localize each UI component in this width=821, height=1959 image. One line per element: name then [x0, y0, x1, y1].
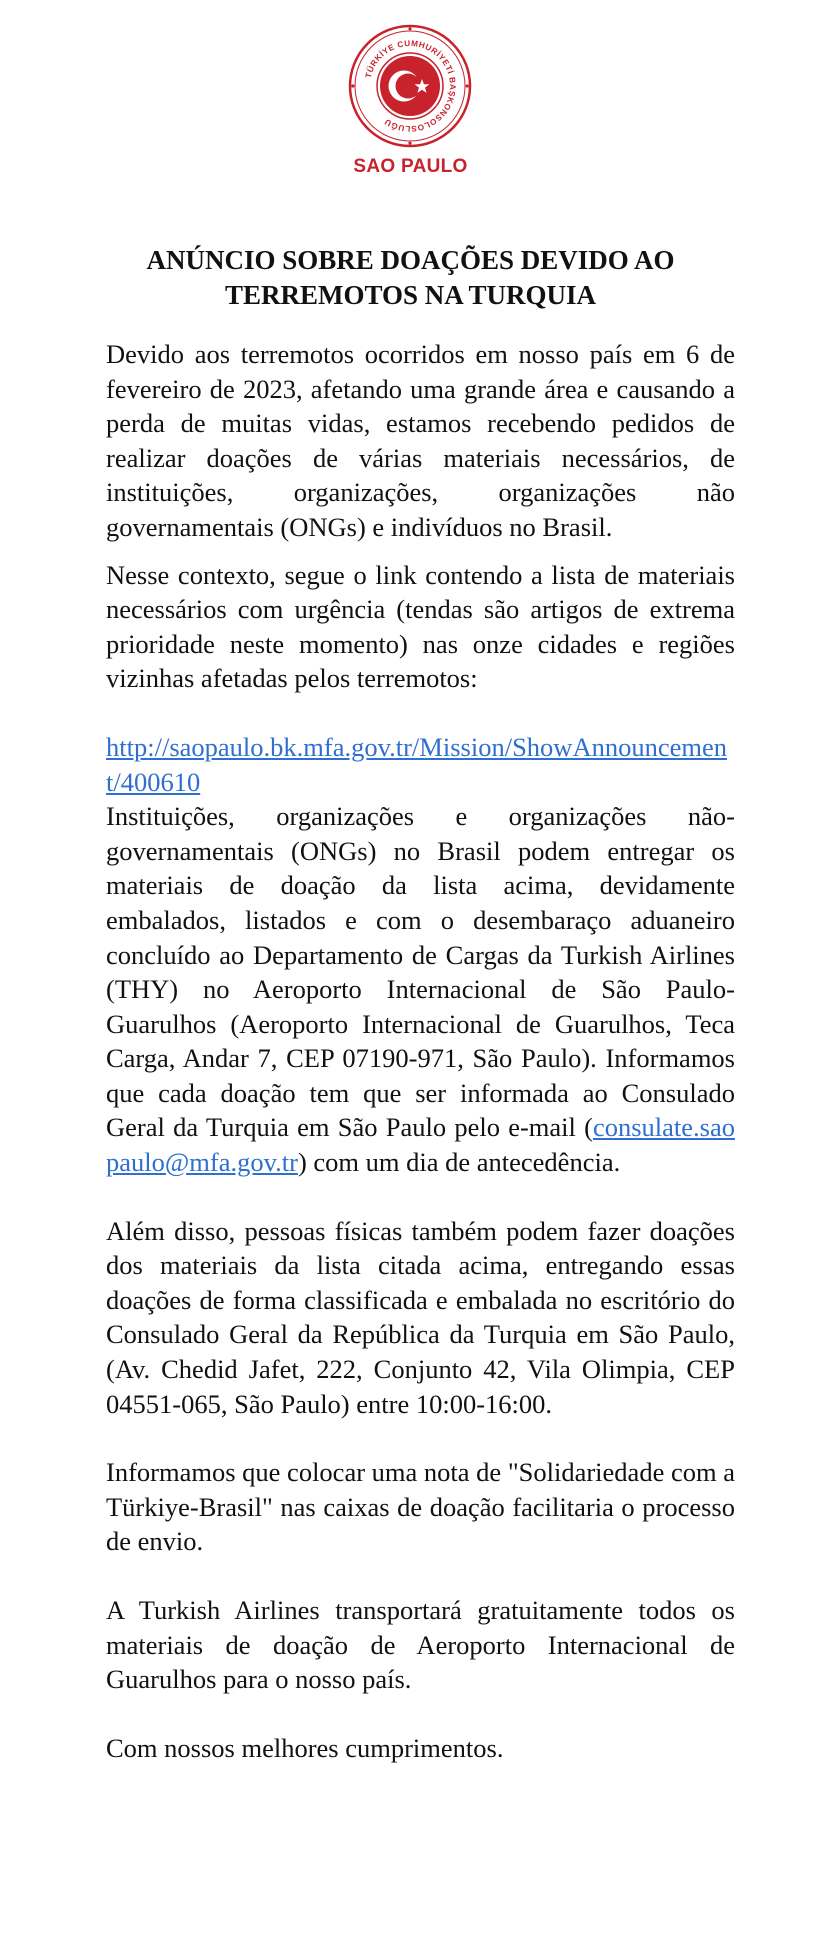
- paragraph-individual-delivery: Além disso, pessoas físicas também podem fazer doações dos materiais da lista citada acima, entregando essas doações de forma classificada e embalada no escritório do Consulado Geral da República da Turquia em São Paulo, (Av. Chedid Jafet, 222, Conjunto 42, Vila Olimpia, CEP 04551-065, São Paulo) entre 10:00-16:00.: [106, 1215, 735, 1419]
- consulate-city-label: SAO PAULO: [353, 156, 468, 177]
- paragraph-solidarity-note: Informamos que colocar uma nota de "Solidariedade com a Türkiye-Brasil" nas caixas de doação facilitaria o processo de envio.: [106, 1457, 735, 1557]
- consulate-email-link[interactable]: consulate.saopaulo@mfa.gov.tr: [106, 1112, 735, 1178]
- consulate-seal-logo: [348, 24, 472, 148]
- seal-ring-text: TÜRKİYE CUMHURİYETİ BAŞKONSOLOSLUĞU: [363, 38, 458, 134]
- title-line-1: ANÚNCIO SOBRE DOAÇÕES DEVIDO AO: [146, 245, 675, 275]
- paragraph-earthquake-context: Devido aos terremotos ocorridos em nosso país em 6 de fevereiro de 2023, afetando uma grande área e causando a perda de muitas vidas, estamos recebendo pedidos de realizar doações de várias materiais necessários, de instituições, organizações, organizações não governamentais (ONGs) e indivíduos no Brasil.: [106, 339, 735, 542]
- paragraph-turkish-airlines: A Turkish Airlines transportará gratuitamente todos os materiais de doação de Aeroporto Internacional de Guarulhos para o nosso país.: [106, 1595, 735, 1695]
- paragraph-institution-delivery: [106, 799, 735, 1180]
- paragraph-materials-list-intro: Nesse contexto, segue o link contendo a lista de materiais necessários com urgência (tendas são artigos de extrema prioridade neste momento) nas onze cidades e regiões vizinhas afetadas pelos terremotos:: [106, 559, 735, 694]
- seal-emblem-icon: [348, 24, 472, 148]
- materials-list-link[interactable]: http://saopaulo.bk.mfa.gov.tr/Mission/ShowAnnouncement/400610: [106, 731, 727, 797]
- closing-salutation: Com nossos melhores cumprimentos.: [106, 1732, 504, 1763]
- paragraph-link: [106, 730, 735, 799]
- announcement-body: [106, 337, 735, 1765]
- title-line-2: TERREMOTOS NA TURQUIA: [224, 280, 597, 310]
- institution-delivery-text: Instituições, organizações e organizações não-governamentais (ONGs) no Brasil podem entregar os materiais de doação da lista acima, devidamente embalados, listados e com o desembaraço aduaneiro concluído ao Departamento de Cargas da Turkish Airlines (THY) no Aeroporto Internacional de São Paulo-Guarulhos (Aeroporto Internacional de Guarulhos, Teca Carga, Andar 7, CEP 07190-971, São Paulo). Informamos que cada doação tem que ser informada ao Consulado Geral da Turquia em São Paulo pelo e-mail (: [106, 801, 735, 1143]
- announcement-title: [106, 243, 715, 313]
- institution-delivery-text-end: ) com um dia de antecedência.: [297, 1147, 621, 1178]
